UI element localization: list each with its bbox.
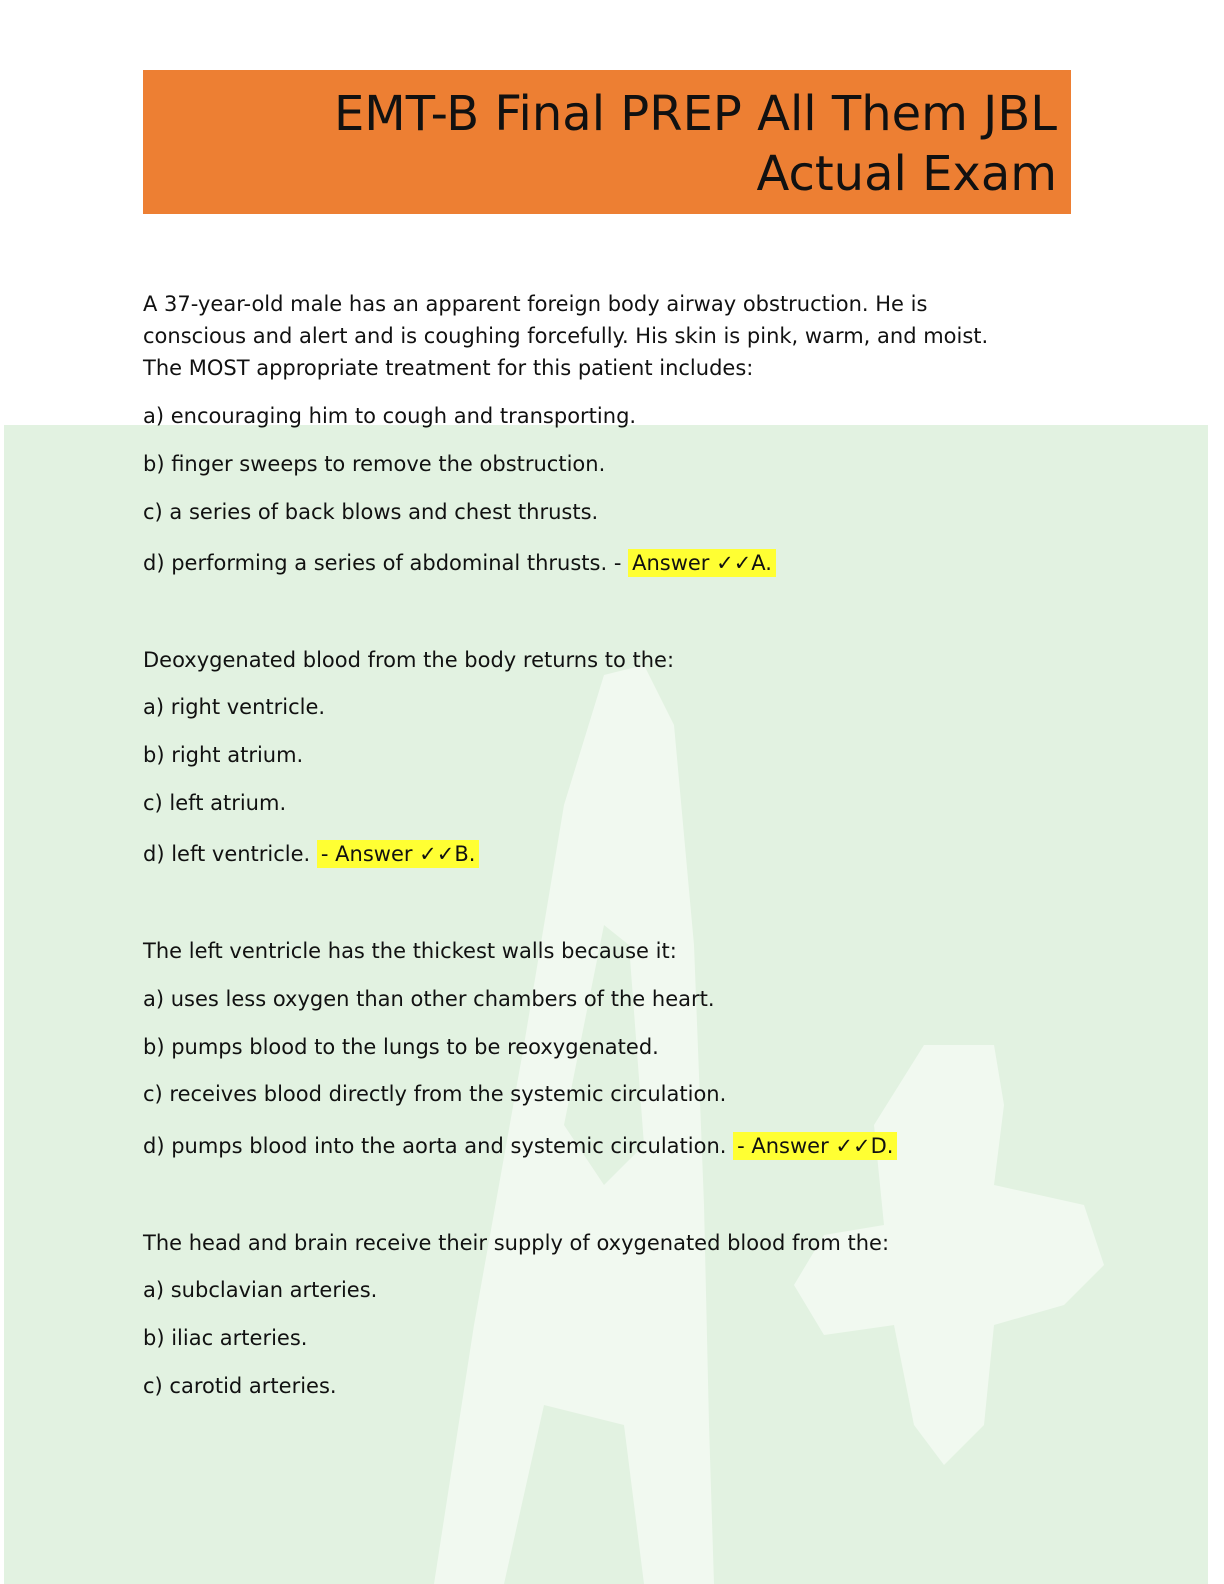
- question-2-option-a: a) right ventricle.: [143, 695, 326, 719]
- question-1-option-d: [143, 547, 776, 579]
- title-line-1: EMT-B Final PREP All Them JBL: [333, 86, 1057, 142]
- answer-highlight: - Answer ✓✓B.: [317, 840, 480, 868]
- question-1-stem-line-2: conscious and alert and is coughing forcefully. His skin is pink, warm, and moist.: [143, 324, 989, 348]
- question-4-stem: The head and brain receive their supply of oxygenated blood from the:: [143, 1231, 890, 1255]
- question-3-option-d: [143, 1130, 897, 1162]
- question-1-stem-line-1: A 37-year-old male has an apparent foreign body airway obstruction. He is: [143, 292, 928, 316]
- option-text: d) performing a series of abdominal thrusts. -: [143, 551, 629, 575]
- question-3-option-a: a) uses less oxygen than other chambers of the heart.: [143, 987, 715, 1011]
- title-banner: [143, 70, 1071, 214]
- answer-highlight: - Answer ✓✓D.: [733, 1132, 897, 1160]
- question-3-option-c: c) receives blood directly from the systemic circulation.: [143, 1082, 727, 1106]
- question-1-option-a: a) encouraging him to cough and transporting.: [143, 404, 637, 428]
- question-4-option-c: c) carotid arteries.: [143, 1374, 337, 1398]
- question-2-option-d: [143, 838, 479, 870]
- title-line-2: Actual Exam: [756, 146, 1057, 202]
- question-2-stem: Deoxygenated blood from the body returns to the:: [143, 648, 675, 672]
- option-text: d) pumps blood into the aorta and systemic circulation.: [143, 1134, 734, 1158]
- question-2-option-c: c) left atrium.: [143, 791, 287, 815]
- question-1-option-c: c) a series of back blows and chest thrusts.: [143, 500, 599, 524]
- question-2-option-b: b) right atrium.: [143, 743, 304, 767]
- question-3-option-b: b) pumps blood to the lungs to be reoxygenated.: [143, 1035, 659, 1059]
- question-1-stem-line-3: The MOST appropriate treatment for this patient includes:: [143, 356, 754, 380]
- answer-highlight: Answer ✓✓A.: [628, 549, 776, 577]
- question-3-stem: The left ventricle has the thickest walls because it:: [143, 939, 677, 963]
- question-4-option-b: b) iliac arteries.: [143, 1326, 308, 1350]
- question-1-option-b: b) finger sweeps to remove the obstruction.: [143, 452, 606, 476]
- question-4-option-a: a) subclavian arteries.: [143, 1278, 378, 1302]
- option-text: d) left ventricle.: [143, 842, 317, 866]
